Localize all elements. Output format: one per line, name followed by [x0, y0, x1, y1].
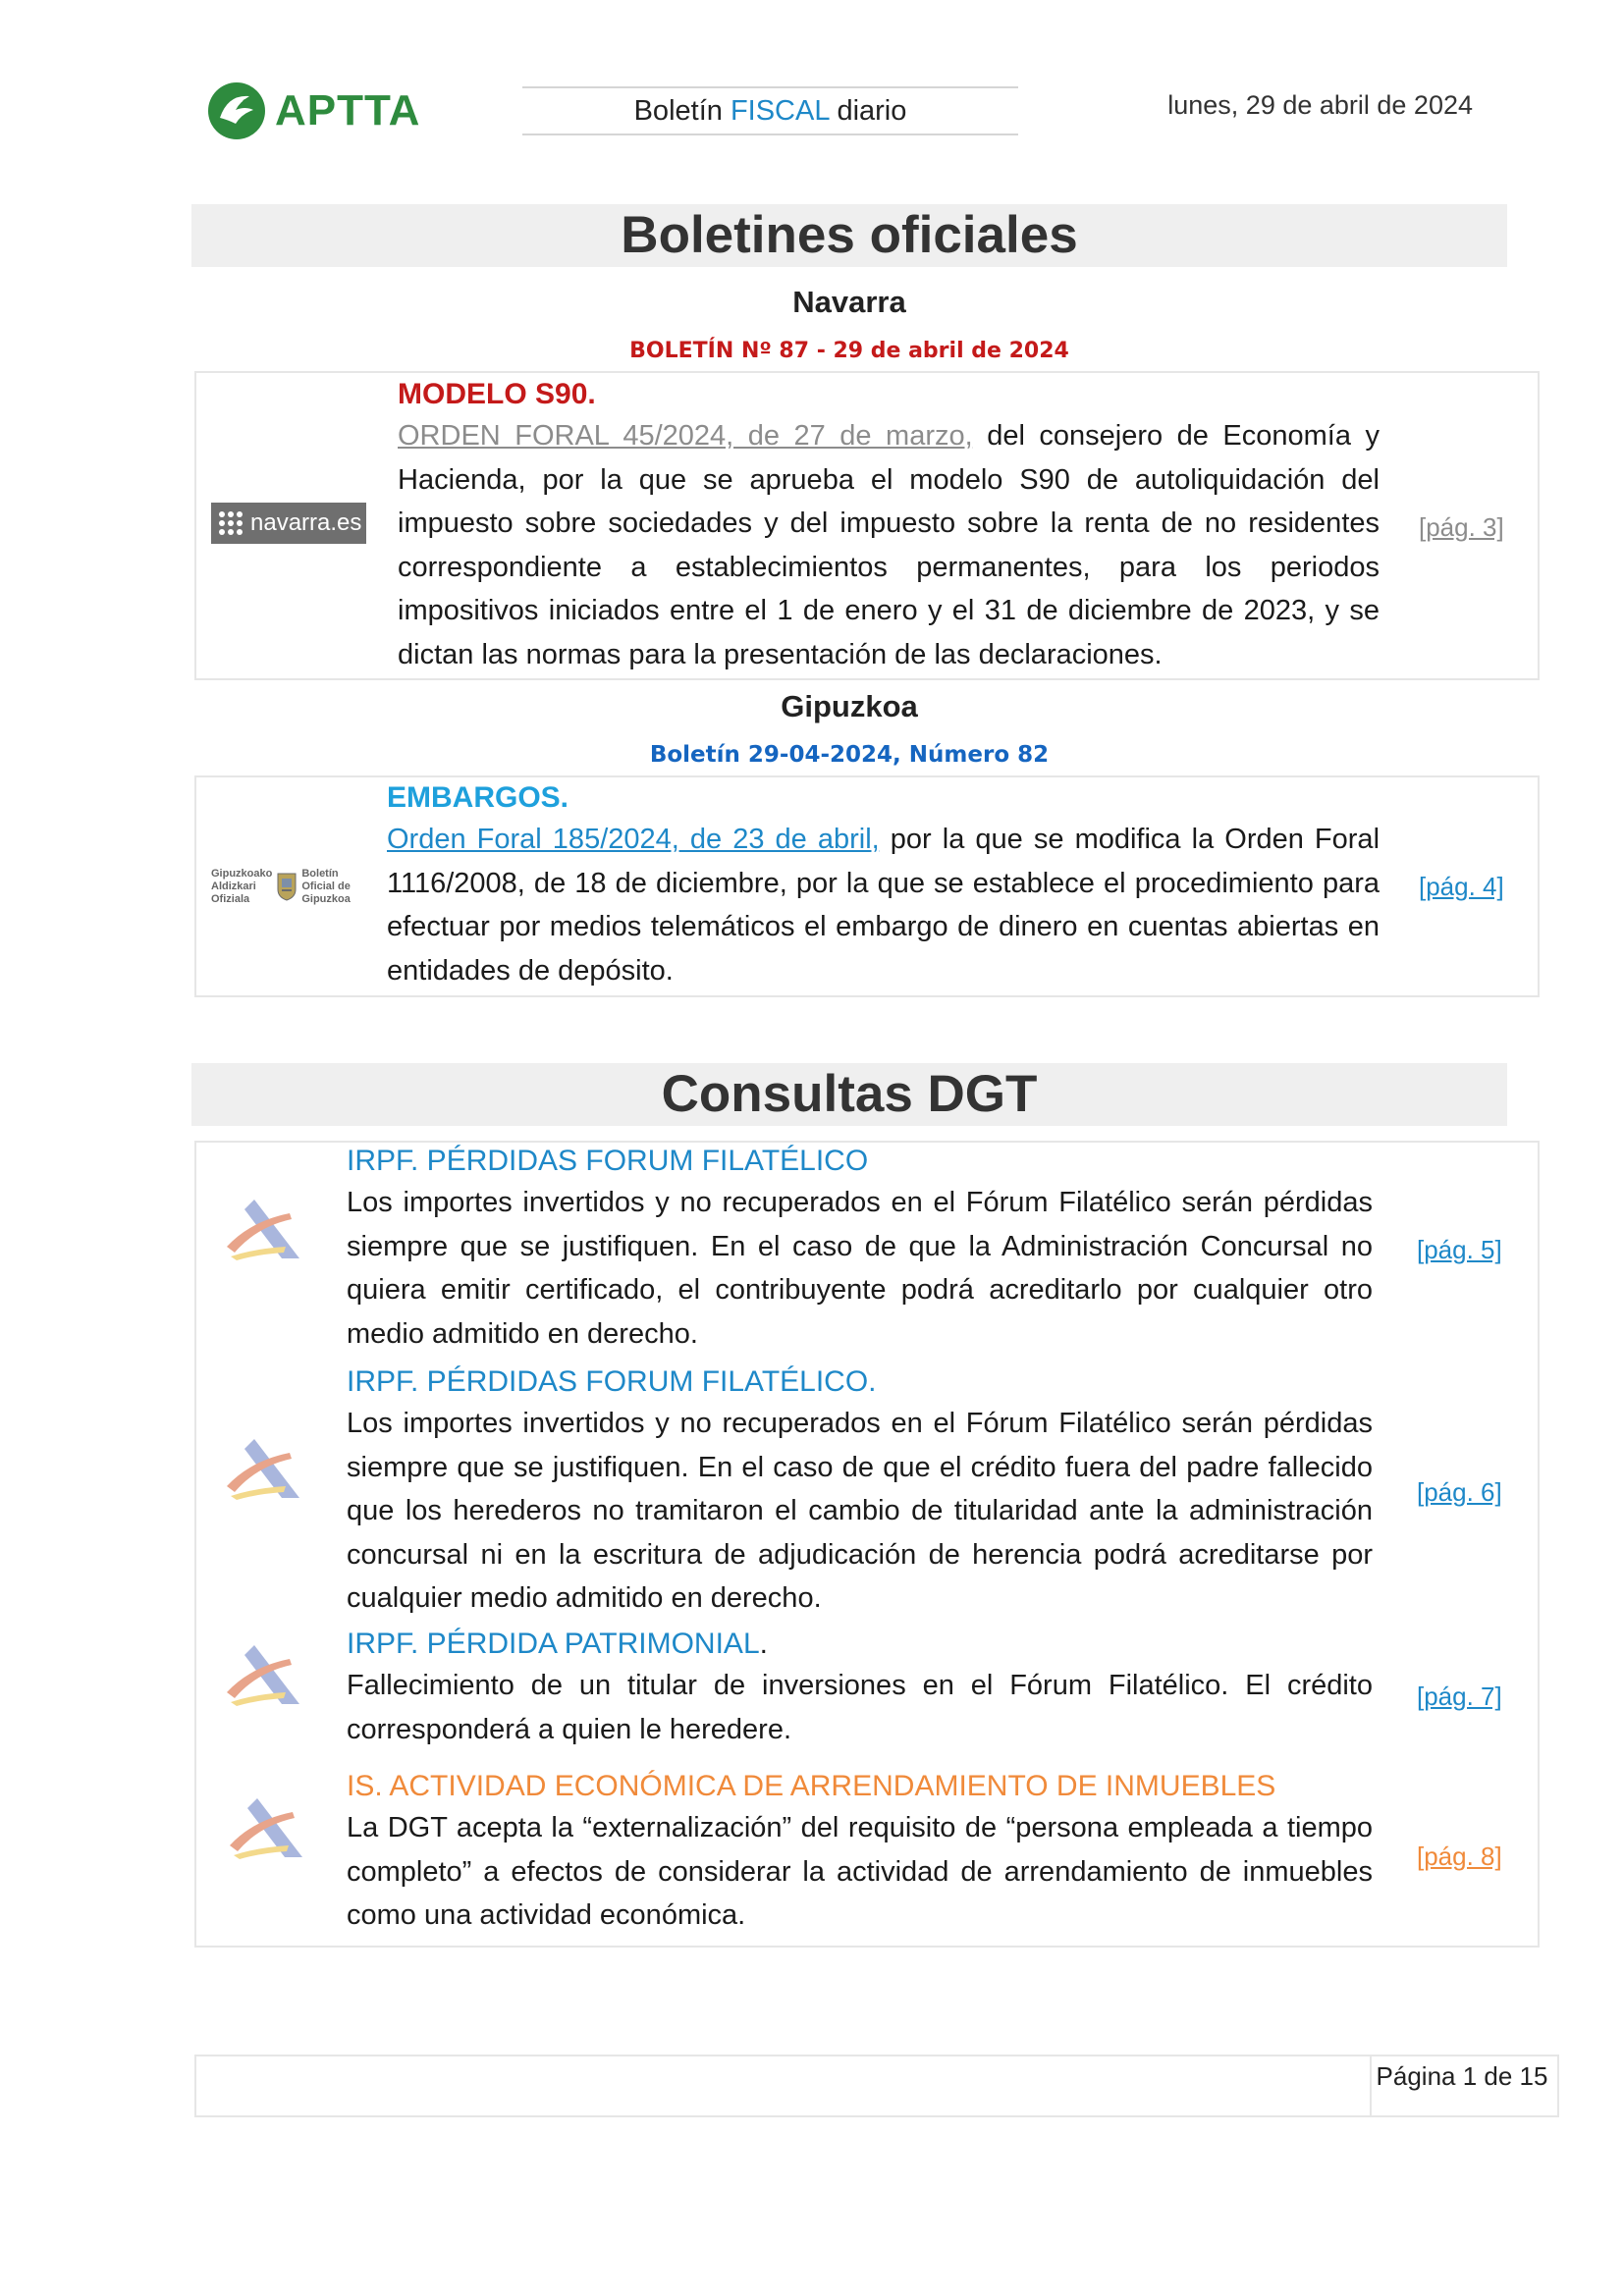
- aptta-logo-icon: [206, 80, 267, 141]
- consulta-1-title: [347, 1142, 1373, 1181]
- gipuzkoa-logo-right: [301, 868, 351, 906]
- consulta-4-page-link[interactable]: [pág. 8]: [1417, 1842, 1502, 1871]
- consulta-4-title: [347, 1767, 1373, 1806]
- gipuzkoa-logo-line: Boletín: [301, 867, 339, 880]
- shield-icon: [276, 872, 298, 901]
- navarra-page-link[interactable]: [pág. 3]: [1419, 512, 1504, 542]
- navarra-entry-text: [398, 414, 1380, 676]
- bulletin-suffix: diario: [829, 95, 907, 127]
- region-navarra: Navarra: [792, 285, 906, 319]
- consulta-2-body: Los importes invertidos y no recuperados en el Fórum Filatélico serán pérdidas siempre que se justifiquen. En el caso de que el crédito fuera del padre fallecido que los herederos no tramitaron el cambio de titularidad ante la administración concursal ni en la escritura de adjudicación de herencia podrá acreditarse por cualquier medio admitido en derecho.: [347, 1408, 1373, 1614]
- logo-text: APTTA: [275, 86, 421, 134]
- header-date: lunes, 29 de abril de 2024: [1167, 90, 1473, 120]
- gipuzkoa-logo-line: Gipuzkoako: [211, 867, 273, 880]
- gipuzkoa-order-link[interactable]: Orden Foral 185/2024, de 23 de abril,: [387, 824, 880, 855]
- footer-box: [194, 2055, 1559, 2117]
- navarra-logo: [211, 503, 366, 544]
- navarra-entry: [398, 375, 1380, 676]
- navarra-boletin-label: BOLETÍN Nº 87 - 29 de abril de 2024: [629, 339, 1069, 363]
- consulta-3-title-suffix: .: [759, 1628, 768, 1660]
- consulta-3-body: Fallecimiento de un titular de inversiones en el Fórum Filatélico. El crédito corresponderá a quien le heredere.: [347, 1670, 1373, 1745]
- aeat-logo-icon: [224, 1794, 308, 1861]
- consulta-1-page-link[interactable]: [pág. 5]: [1417, 1235, 1502, 1264]
- gipuzkoa-logo-line: Aldizkari: [211, 880, 256, 892]
- footer-divider: [1370, 2055, 1372, 2117]
- consulta-4-body: La DGT acepta la “externalización” del requisito de “persona empleada a tiempo completo” a efectos de considerar la actividad de arrendamiento de inmuebles como una actividad económica.: [347, 1812, 1373, 1931]
- consulta-item-2: [347, 1362, 1373, 1621]
- region-gipuzkoa: Gipuzkoa: [781, 689, 918, 723]
- section-title-boletines: Boletines oficiales: [191, 204, 1507, 267]
- bulletin-highlight: FISCAL: [730, 95, 830, 127]
- gipuzkoa-logo-line: Gipuzkoa: [301, 892, 351, 905]
- navarra-entry-body: del consejero de Economía y Hacienda, por la que se aprueba el modelo S90 de autoliquidación del impuesto sobre sociedades y del impuesto sobre la renta de no residentes correspondiente a establecimientos permanentes, para los periodos impositivos iniciados entre el 1 de enero y el 31 de diciembre de 2023, y se dictan las normas para la presentación de las declaraciones.: [398, 420, 1380, 670]
- aptta-logo: [206, 77, 461, 145]
- aeat-logo-icon: [221, 1435, 305, 1502]
- consulta-3-page-link[interactable]: [pág. 7]: [1417, 1682, 1502, 1711]
- consulta-1-title-text: IRPF. PÉRDIDAS FORUM FILATÉLICO: [347, 1145, 869, 1177]
- gipuzkoa-logo-left: [211, 868, 272, 906]
- gipuzkoa-entry: [387, 778, 1380, 992]
- gipuzkoa-entry-title: EMBARGOS.: [387, 781, 569, 814]
- consulta-item-3: [347, 1625, 1373, 1751]
- consulta-3-title: [347, 1625, 1373, 1664]
- consulta-item-1: [347, 1142, 1373, 1356]
- navarra-entry-title: MODELO S90.: [398, 378, 596, 410]
- consulta-1-body: Los importes invertidos y no recuperados en el Fórum Filatélico serán pérdidas siempre que se justifiquen. En el caso de que la Administración Concursal no quiera emitir certificado, el contribuyente podrá acreditarlo por cualquier otro medio admitido en derecho.: [347, 1187, 1373, 1350]
- consulta-2-title-text: IRPF. PÉRDIDAS FORUM FILATÉLICO.: [347, 1365, 877, 1398]
- gipuzkoa-page-link[interactable]: [pág. 4]: [1419, 872, 1504, 901]
- navarra-order-link[interactable]: ORDEN FORAL 45/2024, de 27 de marzo,: [398, 420, 973, 452]
- gipuzkoa-boletin-label: Boletín 29-04-2024, Número 82: [649, 742, 1050, 768]
- navarra-logo-text: navarra.es: [250, 509, 362, 536]
- consulta-item-4: [347, 1767, 1373, 1938]
- consulta-3-title-text: IRPF. PÉRDIDA PATRIMONIAL: [347, 1628, 760, 1660]
- gipuzkoa-entry-body: por la que se modifica la Orden Foral 1116/2008, de 18 de diciembre, por la que se establece el procedimiento para efectuar por medios telemáticos el embargo de dinero en cuentas abiertas en entidades de depósito.: [387, 824, 1380, 987]
- aeat-logo-icon: [221, 1641, 305, 1708]
- gipuzkoa-logo: [211, 862, 358, 911]
- page-number: Página 1 de 15: [1376, 2061, 1548, 2091]
- consulta-4-title-text: IS. ACTIVIDAD ECONÓMICA DE ARRENDAMIENTO DE INMUEBLES: [347, 1770, 1276, 1802]
- aeat-logo-icon: [221, 1196, 305, 1262]
- consulta-2-page-link[interactable]: [pág. 6]: [1417, 1477, 1502, 1507]
- gipuzkoa-entry-text: [387, 818, 1380, 992]
- navarra-dots-icon: [219, 511, 243, 535]
- section-title-consultas: Consultas DGT: [191, 1063, 1507, 1126]
- consulta-2-title: [347, 1362, 1373, 1402]
- bulletin-title: [522, 86, 1018, 135]
- gipuzkoa-logo-line: Ofiziala: [211, 892, 250, 905]
- gipuzkoa-logo-line: Oficial de: [301, 880, 351, 892]
- bulletin-prefix: Boletín: [633, 95, 731, 127]
